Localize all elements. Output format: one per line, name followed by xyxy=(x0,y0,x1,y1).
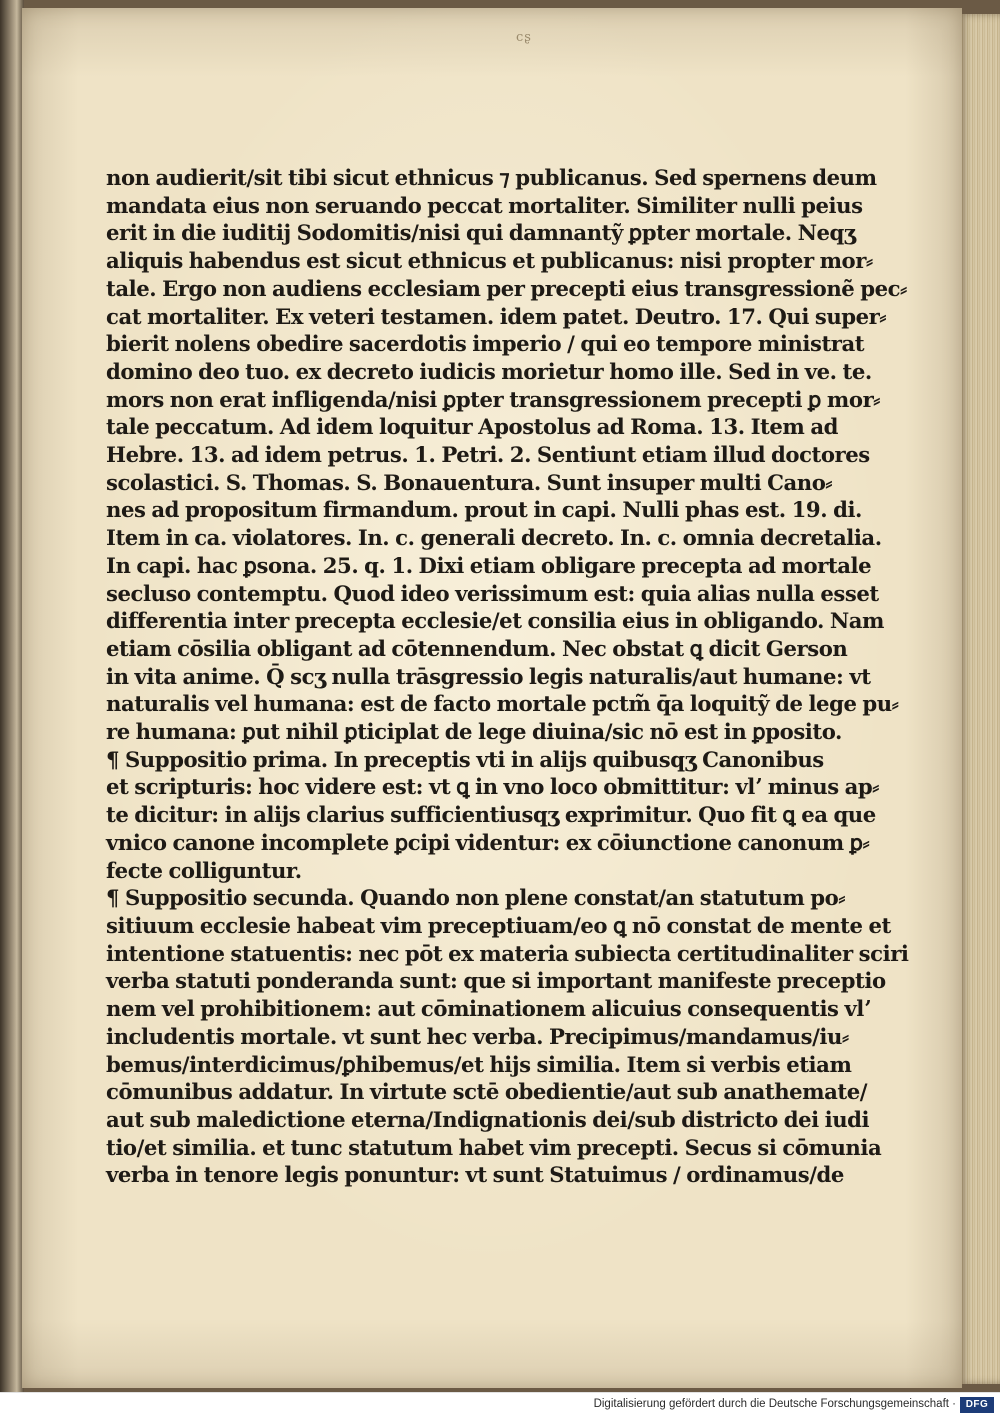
text-line: scolastici. S. Thomas. S. Bonauentura. Sunt insuper multi Cano⸗ xyxy=(106,469,833,495)
text-line: bemus/interdicimus/ꝑhibemus/et hijs similia. Item si verbis etiam xyxy=(106,1051,852,1077)
text-line: ¶ Suppositio prima. In preceptis vti in alijs quibusqʒ Canonibus xyxy=(106,746,824,772)
text-line: verba in tenore legis ponuntur: vt sunt Statuimus / ordinamus/de xyxy=(106,1162,844,1188)
funding-credit: Digitalisierung gefördert durch die Deutsche Forschungsgemeinschaft · xyxy=(593,1398,956,1410)
text-line: secluso contemptu. Quod ideo verissimum est: quia alias nulla esset xyxy=(106,580,879,606)
text-line: te dicitur: in alijs clarius sufficientiusqʒ exprimitur. Quo fit ꝗ ea que xyxy=(106,802,876,828)
text-line: aliquis habendus est sicut ethnicus et publicanus: nisi propter mor⸗ xyxy=(106,248,873,274)
text-line: ¶ Suppositio secunda. Quando non plene constat/an statutum po⸗ xyxy=(106,885,845,911)
text-line: fecte colliguntur. xyxy=(106,857,302,883)
text-line: nem vel prohibitionem: aut cōminationem alicuius consequentis vlʼ xyxy=(106,996,871,1022)
book-spine-edge xyxy=(0,0,24,1392)
text-line: in vita anime. Q̄ scʒ nulla trāsgressio legis naturalis/aut humane: vt xyxy=(106,663,871,689)
text-line: includentis mortale. vt sunt hec verba. Precipimus/mandamus/iu⸗ xyxy=(106,1023,849,1049)
text-line: Hebre. 13. ad idem petrus. 1. Petri. 2. Sentiunt etiam illud doctores xyxy=(106,442,870,468)
text-line: tale peccatum. Ad idem loquitur Apostolus ad Roma. 13. Item ad xyxy=(106,414,838,440)
footer-bar xyxy=(0,1392,1000,1418)
text-line: cat mortaliter. Ex veteri testamen. idem patet. Deutro. 17. Qui super⸗ xyxy=(106,303,887,329)
text-line: tio/et similia. et tunc statutum habet vim precepti. Secus si cōmunia xyxy=(106,1134,882,1160)
page-text xyxy=(106,164,909,1194)
text-line: et scripturis: hoc videre est: vt ꝗ in vno loco obmittitur: vlʼ minus ap⸗ xyxy=(106,774,879,800)
text-line: etiam cōsilia obligant ad cōtennendum. Nec obstat ꝗ dicit Gerson xyxy=(106,635,848,661)
text-line: In capi. hac ꝑsona. 25. q. 1. Dixi etiam obligare precepta ad mortale xyxy=(106,552,872,578)
text-line: tale. Ergo non audiens ecclesiam per precepti eius transgressionẽ pec⸗ xyxy=(106,275,907,301)
text-line: sitiuum ecclesie habeat vim preceptiuam/eo ꝗ nō constat de mente et xyxy=(106,912,891,938)
dfg-logo: DFG xyxy=(960,1397,994,1413)
text-line: erit in die iuditij Sodomitis/nisi qui damnantỹ ꝑpter mortale. Neqʒ xyxy=(106,220,856,246)
text-line: re humana: ꝑut nihil ꝑticiplat de lege diuina/sic nō est in ꝑposito. xyxy=(106,719,842,745)
text-line: Item in ca. violatores. In. c. generali decreto. In. c. omnia decretalia. xyxy=(106,525,882,551)
text-line: nes ad propositum firmandum. prout in capi. Nulli phas est. 19. di. xyxy=(106,497,862,523)
text-line: naturalis vel humana: est de facto mortale pctm̃ q̄a loquitỹ de lege pu⸗ xyxy=(106,691,899,717)
text-line: differentia inter precepta ecclesie/et consilia eius in obligando. Nam xyxy=(106,608,885,634)
text-line: bierit nolens obedire sacerdotis imperio / qui eo tempore ministrat xyxy=(106,331,865,357)
page-edges xyxy=(958,14,1000,1384)
text-line: domino deo tuo. ex decreto iudicis morietur homo ille. Sed in ve. te. xyxy=(106,358,872,384)
text-line: non audierit/sit tibi sicut ethnicus ⁊ publicanus. Sed spernens deum xyxy=(106,165,877,190)
corner-mark: cʂ xyxy=(516,30,532,45)
text-line: aut sub maledictione eterna/Indignationis dei/sub districto dei iudi xyxy=(106,1106,870,1132)
text-line: cōmunibus addatur. In virtute sctē obedientie/aut sub anathemate/ xyxy=(106,1079,868,1105)
text-line: mors non erat infligenda/nisi ꝑpter transgressionem precepti ꝑ mor⸗ xyxy=(106,386,880,412)
text-line: intentione statuentis: nec pōt ex materia subiecta certitudinaliter sciri xyxy=(106,940,909,966)
text-line: mandata eius non seruando peccat mortaliter. Similiter nulli peius xyxy=(106,192,863,218)
text-line: vnico canone incomplete ꝑcipi videntur: ex cōiunctione canonum ꝑ⸗ xyxy=(106,829,870,855)
text-line: verba statuti ponderanda sunt: que si important manifeste preceptio xyxy=(106,968,886,994)
